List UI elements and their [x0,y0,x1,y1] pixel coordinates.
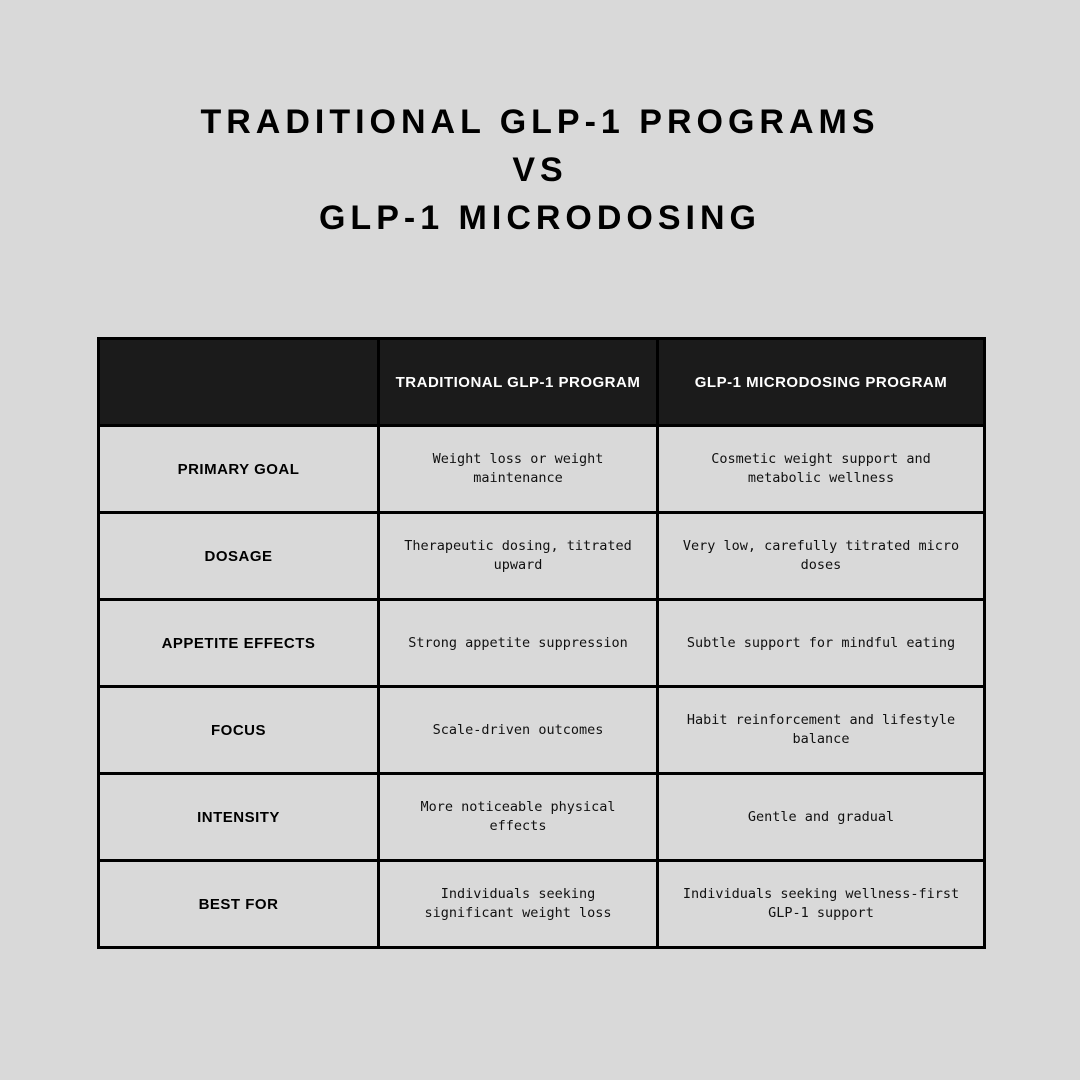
traditional-cell: More noticeable physical effects [379,774,658,861]
traditional-cell: Scale-driven outcomes [379,687,658,774]
table-row [99,426,985,513]
row-label: INTENSITY [99,774,379,861]
header-empty [99,339,379,426]
row-label: FOCUS [99,687,379,774]
header-microdosing: GLP-1 MICRODOSING PROGRAM [658,339,985,426]
traditional-cell: Therapeutic dosing, titrated upward [379,513,658,600]
microdosing-cell: Subtle support for mindful eating [658,600,985,687]
table-row [99,774,985,861]
table-row [99,600,985,687]
traditional-cell: Strong appetite suppression [379,600,658,687]
traditional-cell: Weight loss or weight maintenance [379,426,658,513]
page-title-line-1: TRADITIONAL GLP-1 PROGRAMS [200,103,880,141]
table-row [99,513,985,600]
traditional-cell: Individuals seeking significant weight loss [379,861,658,948]
header-traditional: TRADITIONAL GLP-1 PROGRAM [379,339,658,426]
table-row [99,687,985,774]
microdosing-cell: Habit reinforcement and lifestyle balance [658,687,985,774]
table-row [99,861,985,948]
row-label: PRIMARY GOAL [99,426,379,513]
comparison-table [97,337,986,949]
microdosing-cell: Very low, carefully titrated micro doses [658,513,985,600]
microdosing-cell: Gentle and gradual [658,774,985,861]
row-label: APPETITE EFFECTS [99,600,379,687]
page-title-line-3: GLP-1 MICRODOSING [318,199,762,237]
row-label: BEST FOR [99,861,379,948]
table-header-row [99,339,985,426]
microdosing-cell: Individuals seeking wellness-first GLP-1 support [658,861,985,948]
microdosing-cell: Cosmetic weight support and metabolic wellness [658,426,985,513]
page-title-line-2: VS [512,151,568,189]
row-label: DOSAGE [99,513,379,600]
